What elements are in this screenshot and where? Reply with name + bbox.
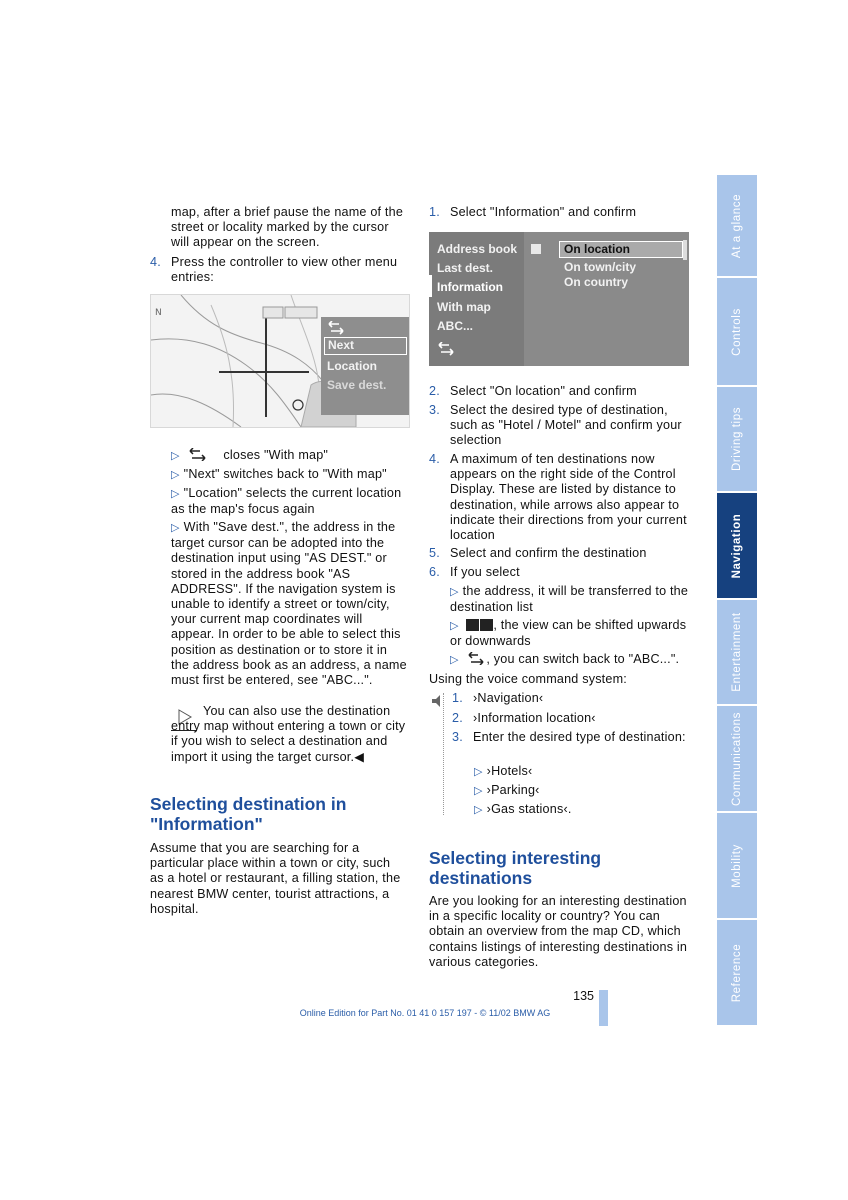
triangle-icon: ▷ [474,804,483,816]
sub-bullet-text: , you can switch back to "ABC...". [486,652,680,666]
info-menu-address-book: Address book [437,242,518,256]
step-5 [429,546,691,561]
voice-intro: Using the voice command system: [429,672,627,686]
info-menu-abc: ABC... [437,319,473,333]
step-number: 4. [429,452,440,466]
map-menu-save-dest: Save dest. [327,378,387,392]
step-number: 2. [429,384,440,398]
triangle-icon: ▷ [171,469,180,481]
scroll-down-icon [480,619,493,631]
section-paragraph-interesting: Are you looking for an interesting destination in a specific locality or country? You can obtain an overview from the map CD, which contains listings of interesting destinations in various categories. [429,894,688,969]
step-text: Enter the desired type of destination: [473,730,686,744]
map-menu-location: Location [327,359,377,373]
section-heading-interesting: Selecting interesting destinations [429,848,602,888]
tab-driving-tips[interactable] [717,387,757,493]
bullet-text: "Location" selects the current location as the map's focus again [171,486,402,517]
step-number: 3. [452,730,463,744]
footer-text: Online Edition for Part No. 01 41 0 157 197 - © 11/02 BMW AG [299,1008,551,1018]
scroll-up-icon [466,619,479,631]
back-icon [437,342,457,356]
back-arrow-icon [187,448,209,461]
tab-label: Mobility [731,843,743,888]
tab-mobility[interactable] [717,813,757,920]
step-number: 6. [429,565,440,579]
triangle-icon: ▷ [171,450,180,462]
voice-step-1 [452,691,687,706]
step-number: 2. [452,711,463,725]
step-number: 5. [429,546,440,560]
page-number: 135 [573,989,594,1003]
info-menu-last-dest: Last dest. [437,261,494,275]
tab-communications[interactable] [717,706,757,813]
section-heading-information: Selecting destination in "Information" [150,794,347,834]
bullet-text: With "Save dest.", the address in the target cursor can be adopted into the destination input using "AS DEST." or stored in the address book "AS ADDRESS". If the navigation system is unable to identify a street or town/city, your current map coordinates will appear. In order to be able to select this position as destination or to store it in the address book as an address, a name must first be entered, see "ABC...". [171,520,407,688]
svg-text:N: N [155,308,162,318]
voice-step-2 [452,711,687,726]
step-text: Select the desired type of destination, such as "Hotel / Motel" and confirm your selection [450,403,682,448]
tab-label: Navigation [731,513,743,578]
tab-label: Communications [731,711,743,806]
voice-sub-text: ›Gas stations‹. [486,802,572,816]
voice-divider [443,693,445,815]
voice-sub-text: ›Hotels‹ [486,764,533,778]
triangle-icon: ▷ [171,522,180,534]
back-icon [327,321,347,335]
step-text: Select "Information" and confirm [450,205,637,219]
info-menu-with-map: With map [437,300,491,314]
bullet-text: "Next" switches back to "With map" [183,467,387,481]
sub-bullet-address [450,584,690,615]
info-submenu-on-town: On town/city [564,260,636,274]
voice-sub-text: ›Parking‹ [486,783,540,797]
tab-label: Reference [731,943,743,1002]
step-2 [429,384,691,399]
step-text: If you select [450,565,520,579]
section-paragraph-information: Assume that you are searching for a particular place within a town or city, such as a hotel or restaurant, a filling station, the nearest BMW center, tourist attractions, a hospital. [150,841,401,916]
step-text: Press the controller to view other menu entries: [171,255,398,285]
tab-at-a-glance[interactable] [717,175,757,278]
tab-label: Entertainment [731,612,743,692]
voice-sub-parking [474,783,684,799]
triangle-icon: ▷ [171,488,180,500]
step-number: 4. [150,255,161,269]
bullet-save-dest [171,520,407,688]
tab-label: Driving tips [731,406,743,472]
bullet-next [171,467,407,483]
tab-label: At a glance [731,193,743,258]
voice-sub-gas [474,802,684,818]
triangle-icon: ▷ [450,620,459,632]
map-menu-panel [321,317,409,415]
step-number: 1. [429,205,440,219]
sub-bullet-scroll [450,618,690,649]
tab-entertainment[interactable] [717,600,757,706]
step-text: ›Navigation‹ [473,691,544,705]
bullet-back [171,448,407,464]
step-text: Select and confirm the destination [450,546,647,560]
back-arrow-icon [466,652,486,665]
tab-label: Controls [731,307,743,356]
scrollbar [683,240,687,260]
location-icon [531,244,541,254]
step-text: Select "On location" and confirm [450,384,637,398]
map-menu-next: Next [324,337,407,355]
voice-step-3 [452,730,687,745]
info-menu-information: Information [437,280,503,294]
intro-text: map, after a brief pause the name of the street or locality marked by the cursor will appear on the screen. [171,205,404,250]
step-4 [150,255,407,285]
info-submenu-on-location: On location [559,241,683,258]
voice-sub-hotels [474,764,684,780]
note-text: You can also use the destination entry map without entering a town or city if you wish to select a destination and import it using the target cursor.◀ [171,704,406,764]
info-submenu-on-country: On country [564,275,629,289]
step-text: ›Information location‹ [473,711,596,725]
bullet-location [171,486,407,517]
selection-marker [429,275,432,297]
step-number: 3. [429,403,440,417]
bullet-text: closes "With map" [223,448,329,462]
step-text: A maximum of ten destinations now appears on the right side of the Control Display. These are listed by distance to destination, while arrows also appear to indicate their directions from your current location [450,452,687,543]
sub-bullet-text: the address, it will be transferred to the destination list [450,584,689,615]
information-screen-image [429,232,689,366]
tab-reference[interactable] [717,920,757,1027]
triangle-icon: ▷ [474,785,483,797]
step-3 [429,403,691,449]
step-4-right [429,452,691,543]
step-1 [429,205,689,220]
step-6 [429,565,691,580]
triangle-icon: ▷ [450,586,459,598]
tab-navigation[interactable] [717,493,757,600]
sub-bullet-text: , the view can be shifted upwards or downwards [450,618,687,649]
sub-bullet-back [450,652,695,668]
triangle-icon: ▷ [474,766,483,778]
tab-controls[interactable] [717,278,757,387]
map-screen-image [150,294,410,428]
page-number-bar [599,990,608,1026]
step-number: 1. [452,691,463,705]
triangle-icon: ▷ [450,654,459,666]
